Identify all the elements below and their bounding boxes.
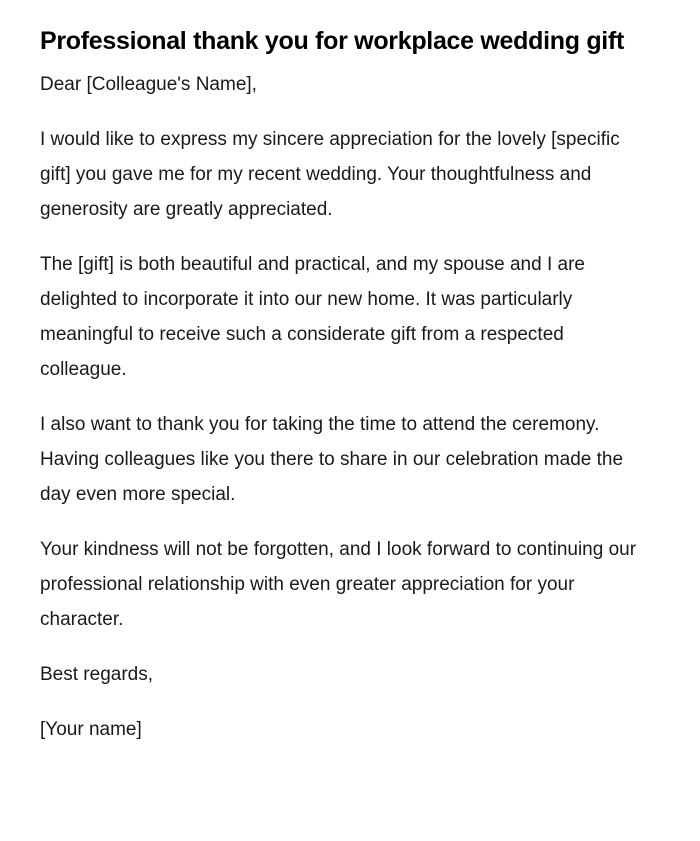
body-paragraph: I also want to thank you for taking the time to attend the ceremony. Having colleagues like you there to share in our celebration made the day even more special. [40, 414, 624, 505]
signature: [Your name] [40, 719, 142, 740]
greeting: Dear [Colleague's Name], [40, 74, 257, 95]
body-paragraph: I would like to express my sincere appreciation for the lovely [specific gift] you gave me for my recent wedding. Your thoughtfulness and generosity are greatly appreciated. [40, 129, 620, 220]
body-paragraph: The [gift] is both beautiful and practical, and my spouse and I are delighted to incorporate it into our new home. It was particularly meaningful to receive such a considerate gift from a respected colleague. [40, 254, 585, 380]
closing: Best regards, [40, 664, 153, 685]
page-title: Professional thank you for workplace wedding gift [40, 27, 624, 55]
body-paragraph: Your kindness will not be forgotten, and I look forward to continuing our professional relationship with even greater appreciation for your character. [40, 539, 637, 630]
